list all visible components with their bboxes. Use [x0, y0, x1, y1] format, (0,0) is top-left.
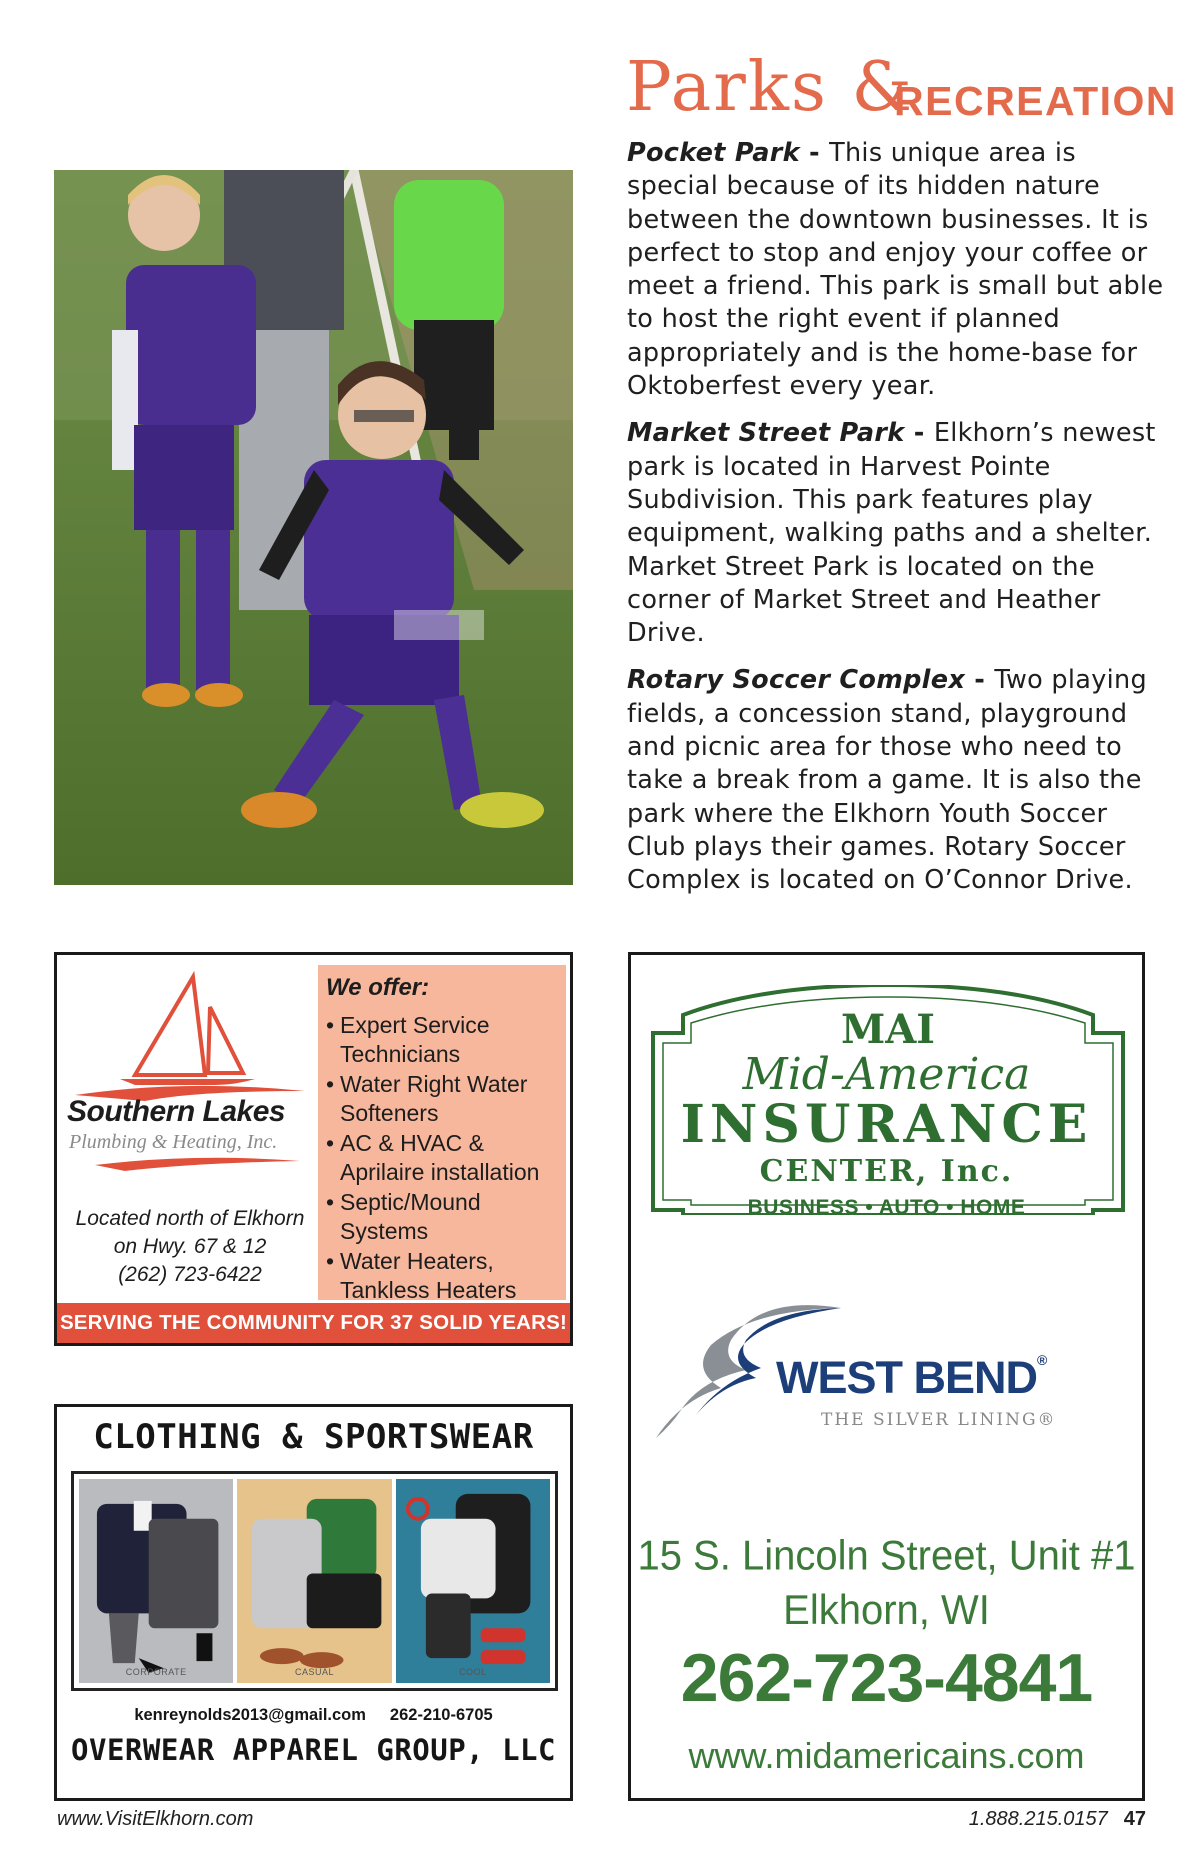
paragraph-dash: - — [799, 138, 830, 168]
casual-outfit-icon — [237, 1479, 391, 1683]
footer-website: www.VisitElkhorn.com — [57, 1808, 254, 1830]
mid-america-name: Mid-America — [742, 1049, 1031, 1100]
corporate-panel — [79, 1479, 233, 1683]
panel-caption: CASUAL — [294, 1667, 334, 1677]
title-caps: RECREATION — [894, 78, 1178, 124]
west-bend-name — [776, 1352, 1046, 1404]
service-item: • Septic/Mound Systems — [326, 1188, 558, 1247]
southern-lakes-ad — [54, 952, 573, 1346]
insurance-website: www.midamericains.com — [688, 1735, 1085, 1776]
paragraph-dash: - — [904, 418, 934, 449]
service-item: • Expert Service Technicians — [326, 1011, 558, 1070]
badge-monogram: MAI — [840, 1006, 936, 1053]
services-heading: We offer: — [326, 974, 430, 1001]
panel-caption: CORPORATE — [125, 1667, 187, 1677]
soccer-photo-illustration — [54, 170, 573, 885]
center-inc: CENTER, Inc. — [759, 1154, 1014, 1189]
west-bend-word: WEST BEND — [776, 1352, 1037, 1403]
services-list — [326, 1011, 558, 1306]
casual-panel — [237, 1479, 391, 1683]
article-paragraph-pocket-park — [627, 137, 1167, 403]
parks-article — [627, 137, 1167, 912]
location-line: Located north of Elkhorn — [75, 1207, 305, 1230]
location-phone: (262) 723-6422 — [118, 1263, 262, 1286]
paragraph-body: Elkhorn’s newest park is located in Harvest Pointe Subdivision. This park features play equipment, walking paths and a shelter. Market Street Park is located on the corner of Market Street and Heather Drive. — [627, 418, 1156, 649]
paragraph-lead: Pocket Park — [627, 138, 800, 168]
article-paragraph-market-street-park — [627, 417, 1167, 650]
address-line: Elkhorn, WI — [783, 1587, 990, 1634]
clothing-ad — [54, 1404, 573, 1801]
address-line: 15 S. Lincoln Street, Unit #1 — [637, 1532, 1136, 1579]
clothing-title: CLOTHING & SPORTSWEAR — [93, 1417, 534, 1457]
insurance-phone: 262-723-4841 — [680, 1640, 1093, 1716]
southern-lakes-location — [65, 1205, 315, 1289]
paragraph-lead: Market Street Park — [627, 418, 905, 449]
paragraph-dash: - — [965, 665, 995, 696]
page-number: 47 — [1123, 1808, 1146, 1830]
service-item: • Water Right Water Softeners — [326, 1070, 558, 1129]
clothing-contact — [57, 1706, 570, 1725]
title-script: Parks & — [626, 48, 914, 127]
clothing-image-strip — [71, 1471, 558, 1691]
southern-lakes-name: Southern Lakes — [67, 1095, 286, 1128]
cool-outfit-icon — [396, 1479, 550, 1683]
paragraph-body: Two playing fields, a concession stand, playground and picnic area for those who need to take a break from a game. It is also the park where the Elkhorn Youth Soccer Club plays their games. Rotary Soccer Complex is located on O’Connor Drive. — [627, 665, 1147, 896]
clothing-company: OVERWEAR APPAREL GROUP, LLC — [71, 1733, 556, 1767]
southern-lakes-subtitle: Plumbing & Heating, Inc. — [69, 1131, 278, 1153]
article-paragraph-rotary-soccer-complex — [627, 664, 1167, 897]
page-title — [626, 48, 1178, 128]
paragraph-body: This unique area is special because of its hidden nature between the downtown businesses. It is perfect to stop and enjoy your coffee or meet a friend. This park is small but able to host the right event if planned appropriately and is the home-base for Oktoberfest every year. — [627, 138, 1164, 402]
years-banner: SERVING THE COMMUNITY FOR 37 SOLID YEARS! — [57, 1303, 570, 1343]
clothing-phone: 262-210-6705 — [389, 1706, 493, 1724]
clothing-email: kenreynolds2013@gmail.com — [134, 1706, 366, 1724]
cool-panel — [396, 1479, 550, 1683]
services-panel — [318, 965, 566, 1303]
insurance-address — [631, 1528, 1142, 1637]
footer-info — [969, 1808, 1146, 1831]
service-item: • AC & HVAC & Aprilaire installation — [326, 1129, 558, 1188]
mid-america-insurance-ad — [628, 952, 1145, 1801]
insurance-tagline: BUSINESS • AUTO • HOME — [747, 1196, 1026, 1219]
panel-caption: COOL — [459, 1667, 487, 1677]
service-item: • Water Heaters, Tankless Heaters — [326, 1247, 558, 1306]
location-line: on Hwy. 67 & 12 — [113, 1235, 267, 1258]
footer-phone: 1.888.215.0157 — [968, 1808, 1108, 1830]
corporate-outfit-icon — [79, 1479, 233, 1683]
registered-mark: ® — [1037, 1352, 1047, 1368]
west-bend-tagline: THE SILVER LINING® — [821, 1410, 1057, 1430]
paragraph-lead: Rotary Soccer Complex — [627, 665, 966, 696]
insurance-word: INSURANCE — [680, 1094, 1093, 1155]
youth-soccer-photo — [54, 170, 573, 885]
